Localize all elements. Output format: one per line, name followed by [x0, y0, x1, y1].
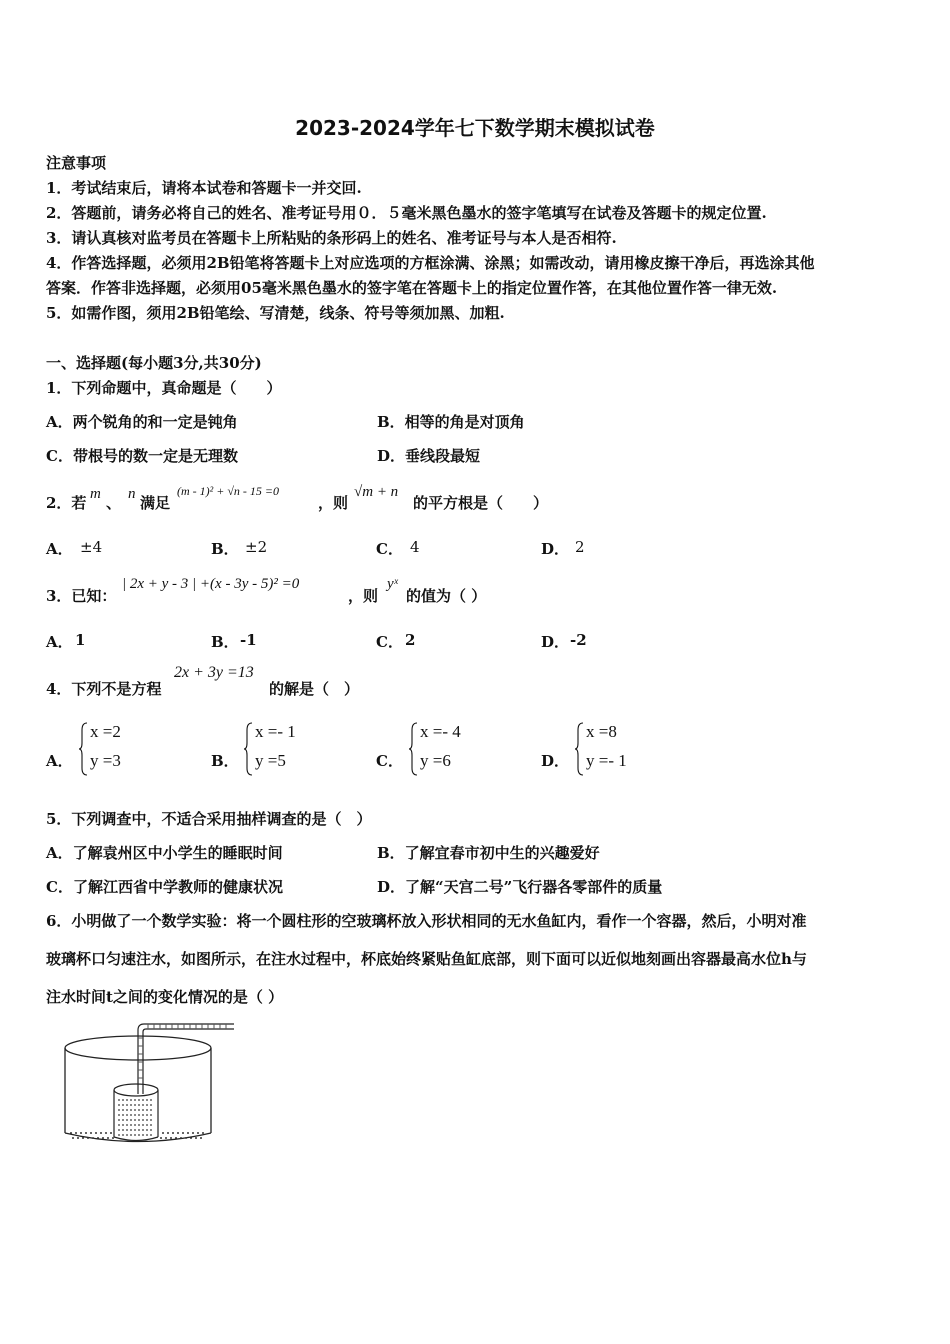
question-1-option-d: D．垂线段最短 [377, 447, 481, 465]
notice-heading: 注意事项 [46, 154, 107, 172]
question-2-option-a-label: A． [46, 540, 73, 558]
question-2-equation: (m - 1)² + √n - 15 =0 [177, 484, 280, 498]
question-2-option-c-value: 4 [410, 538, 420, 556]
question-2-prefix: 2．若 [46, 494, 87, 512]
question-4-option-a-system [78, 722, 158, 778]
question-3-suffix: 的值为（ ） [406, 587, 487, 605]
question-6-line: 注水时间t之间的变化情况的是（ ） [46, 988, 284, 1006]
brace-icon [243, 722, 253, 776]
question-2-mid: 满足 [140, 494, 171, 512]
page-title: 2023-2024学年七下数学期末模拟试卷 [295, 116, 655, 140]
question-2-option-d-value: 2 [575, 538, 585, 556]
question-4-option-b-system [243, 722, 323, 778]
question-3-option-a-label: A． [46, 633, 73, 651]
question-3-option-b-label: B． [211, 633, 239, 651]
question-2-option-c-label: C． [376, 540, 403, 558]
notice-item: 答案．作答非选择题，必须用05毫米黑色墨水的签字笔在答题卡上的指定位置作答，在其他位置作答一律无效. [46, 279, 778, 297]
question-2-option-b-value: ±2 [245, 538, 268, 556]
notice-item: 4．作答选择题，必须用2B铅笔将答题卡上对应选项的方框涂满、涂黑；如需改动，请用橡皮擦干净后，再选涂其他 [46, 254, 815, 272]
question-3-option-d-label: D． [541, 633, 570, 651]
equation-x: x =2 [90, 722, 121, 741]
brace-icon [574, 722, 584, 776]
question-2-sqrt-expression: √m + n [354, 484, 399, 500]
question-3-equation: | 2x + y - 3 | +(x - 3y - 5)² =0 [122, 576, 300, 592]
question-5-option-c: C．了解江西省中学教师的健康状况 [46, 878, 283, 896]
brace-icon [408, 722, 418, 776]
variable-m: m [90, 486, 101, 502]
equation-y: y =3 [90, 751, 121, 770]
section-heading: 一、选择题(每小题3分,共30分) [46, 354, 262, 372]
notice-item: 5．如需作图，须用2B铅笔绘、写清楚，线条、符号等须加黑、加粗. [46, 304, 505, 322]
question-5-option-b: B．了解宜春市初中生的兴趣爱好 [377, 844, 600, 862]
fish-tank-figure [52, 1018, 242, 1153]
question-6-line: 6．小明做了一个数学实验：将一个圆柱形的空玻璃杯放入形状相同的无水鱼缸内，看作一个容器，然后，小明对准 [46, 912, 807, 930]
question-6-line: 玻璃杯口匀速注水，如图所示，在注水过程中，杯底始终紧贴鱼缸底部，则下面可以近似地刻画出容器最高水位h与 [46, 950, 807, 968]
question-3-option-b-value: -1 [240, 631, 257, 649]
question-4-equation: 2x + 3y =13 [174, 664, 254, 681]
question-5-option-d: D．了解“天宫二号”飞行器各零部件的质量 [377, 878, 663, 896]
question-3-option-d-value: -2 [570, 631, 587, 649]
question-3-expression: yˣ [387, 576, 398, 592]
question-1-option-b: B．相等的角是对顶角 [377, 413, 525, 431]
question-4-option-d-system [574, 722, 654, 778]
question-3-option-a-value: 1 [75, 631, 86, 649]
equation-y: y =- 1 [586, 751, 627, 770]
equation-y: y =6 [420, 751, 451, 770]
question-4-option-c-system [408, 722, 488, 778]
question-2-option-d-label: D． [541, 540, 570, 558]
question-5-stem: 5．下列调查中，不适合采用抽样调查的是（ ） [46, 810, 372, 828]
question-3-prefix: 3．已知： [46, 587, 117, 605]
question-5-option-a: A．了解袁州区中小学生的睡眠时间 [46, 844, 283, 862]
notice-item: 3．请认真核对监考员在答题卡上所粘贴的条形码上的姓名、准考证号与本人是否相符. [46, 229, 617, 247]
brace-icon [78, 722, 88, 776]
equation-x: x =- 1 [255, 722, 296, 741]
question-4-prefix: 4．下列不是方程 [46, 680, 162, 698]
question-4-option-c-label: C． [376, 752, 403, 770]
question-1-stem: 1．下列命题中，真命题是（ ） [46, 379, 282, 397]
variable-n: n [128, 486, 136, 502]
notice-item: 2．答题前，请务必将自己的姓名、准考证号用０．５毫米黑色墨水的签字笔填写在试卷及答题卡的规定位置. [46, 204, 767, 222]
question-3-option-c-label: C． [376, 633, 403, 651]
question-4-option-b-label: B． [211, 752, 239, 770]
separator: 、 [106, 494, 122, 512]
question-4-option-a-label: A． [46, 752, 73, 770]
question-4-option-d-label: D． [541, 752, 570, 770]
question-2-option-a-value: ±4 [80, 538, 103, 556]
notice-item: 1．考试结束后，请将本试卷和答题卡一并交回. [46, 179, 362, 197]
question-4-suffix: 的解是（ ） [269, 680, 360, 698]
question-1-option-a: A．两个锐角的和一定是钝角 [46, 413, 238, 431]
question-2-then: ，则 [318, 494, 349, 512]
question-2-option-b-label: B． [211, 540, 239, 558]
question-3-option-c-value: 2 [405, 631, 416, 649]
question-1-option-c: C．带根号的数一定是无理数 [46, 447, 238, 465]
equation-x: x =- 4 [420, 722, 461, 741]
equation-y: y =5 [255, 751, 286, 770]
question-3-then: ，则 [348, 587, 379, 605]
equation-x: x =8 [586, 722, 617, 741]
question-2-suffix: 的平方根是（ ） [413, 494, 549, 512]
